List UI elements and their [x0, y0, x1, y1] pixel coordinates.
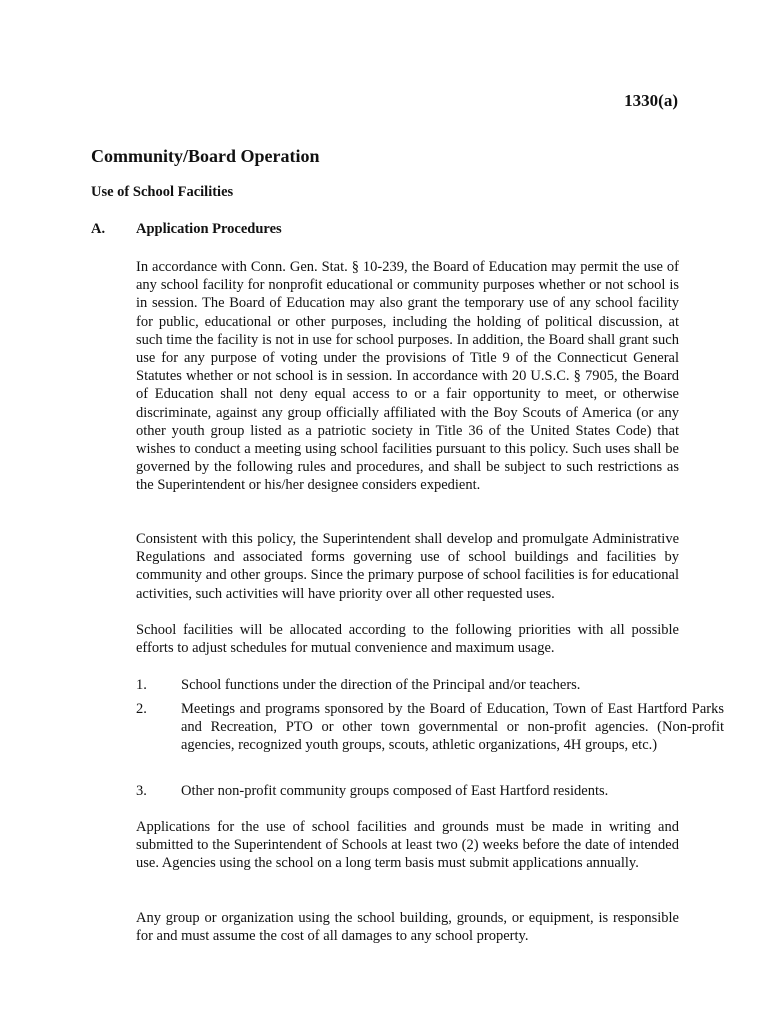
list-item-number: 2.: [136, 701, 147, 717]
list-item-text: Meetings and programs sponsored by the Board of Education, Town of East Hartford Parks and Recreation, PTO or other town governmental or non-profit agencies. (Non-profit agencies, recognized youth groups, scouts, athletic organizations, 4H groups, etc.): [181, 701, 724, 754]
paragraph-damage-liability: Any group or organization using the school building, grounds, or equipment, is responsible for and must assume the cost of all damages to any school property.: [136, 910, 679, 945]
section-heading: Application Procedures: [136, 221, 282, 237]
list-item-number: 3.: [136, 783, 147, 799]
list-item-text: Other non-profit community groups composed of East Hartford residents.: [181, 783, 609, 799]
list-item-text: School functions under the direction of the Principal and/or teachers.: [181, 677, 581, 693]
document-subtitle: Use of School Facilities: [91, 184, 234, 200]
document-title: Community/Board Operation: [91, 146, 320, 166]
paragraph-allocation-priorities: School facilities will be allocated according to the following priorities with all possible efforts to adjust schedules for mutual convenience and maximum usage.: [136, 622, 679, 657]
paragraph-administrative-regulations: Consistent with this policy, the Superintendent shall develop and promulgate Administrative Regulations and associated forms governing use of school buildings and facilities by community and other groups. Since the primary purpose of school facilities is for educational activities, such activities will have priority over all other requested uses.: [136, 531, 679, 602]
paragraph-legal-authority: In accordance with Conn. Gen. Stat. § 10-239, the Board of Education may permit the use of any school facility for nonprofit educational or community purposes whether or not school is in session. The Board of Education may also grant the temporary use of any school facility for public, educational or other purposes, including the holding of political discussion, at such time the facility is not in use for school purposes. In addition, the Board shall grant such use for any purpose of voting under the provisions of Title 9 of the Connecticut General Statutes whether or not school is in session. In accordance with 20 U.S.C. § 7905, the Board of Education shall not deny equal access to or a fair opportunity to meet, or otherwise discriminate, against any group officially affiliated with the Boy Scouts of America (or any other youth group listed as a patriotic society in Title 36 of the United States Code) that wishes to conduct a meeting using school facilities pursuant to this policy. Such uses shall be governed by the following rules and procedures, and shall be subject to such restrictions as the Superintendent or his/her designee considers expedient.: [136, 259, 679, 494]
list-item: [136, 676, 724, 694]
paragraph-application-requirements: Applications for the use of school facilities and grounds must be made in writing and submitted to the Superintendent of Schools at least two (2) weeks before the date of intended use. Agencies using the school on a long term basis must submit applications annually.: [136, 819, 679, 872]
policy-number: 1330(a): [624, 91, 678, 110]
list-item-number: 1.: [136, 677, 147, 693]
list-item: [136, 700, 724, 755]
list-item: [136, 782, 724, 800]
section-letter: A.: [91, 221, 106, 237]
